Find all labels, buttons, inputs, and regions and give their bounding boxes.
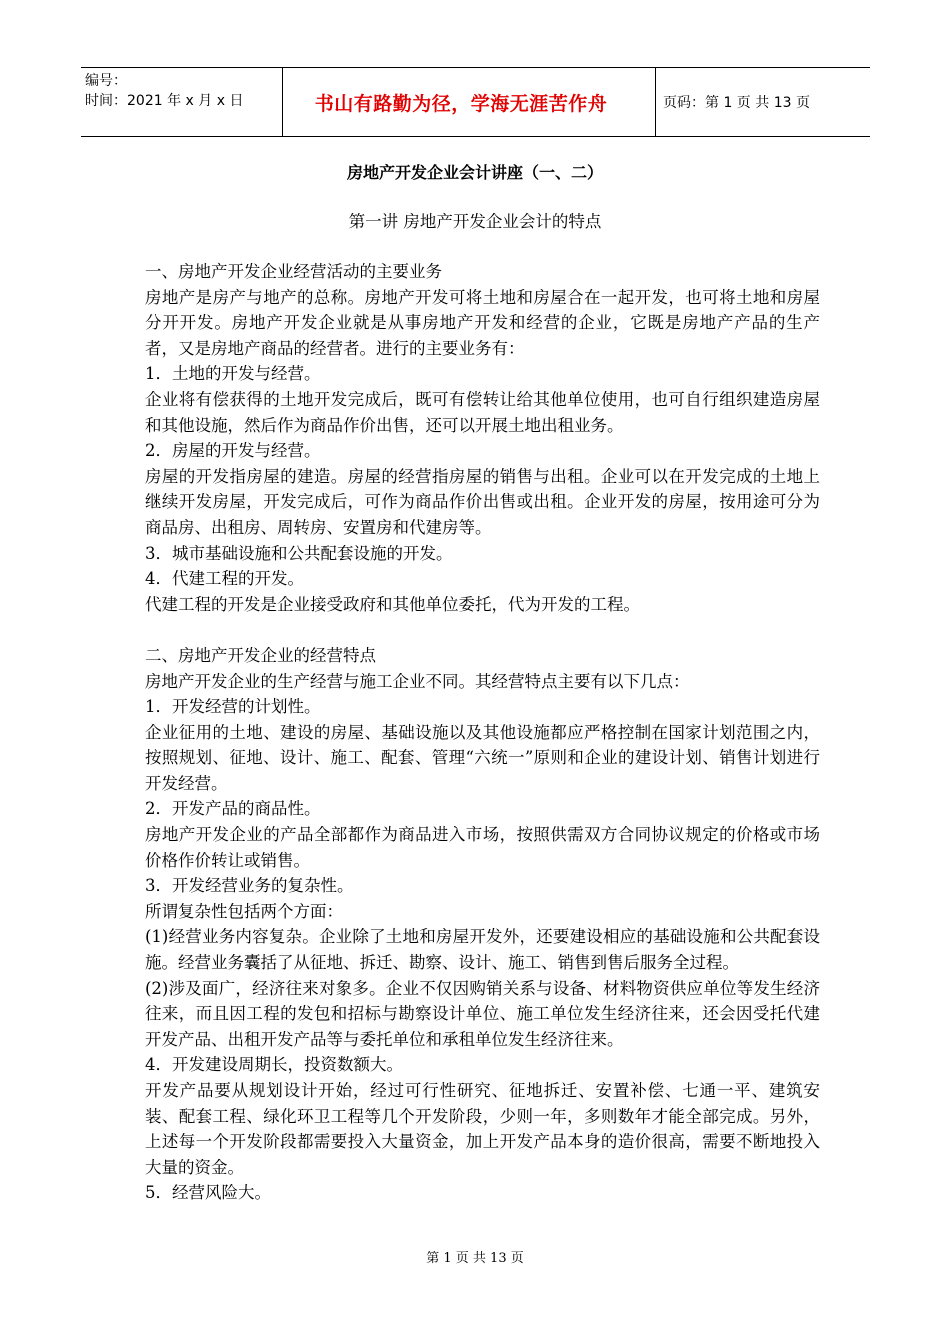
list-item-heading: 3．开发经营业务的复杂性。 [145,876,354,896]
list-item-heading: 3．城市基础设施和公共配套设施的开发。 [145,543,453,563]
list-item-heading: 2．房屋的开发与经营。 [145,441,321,461]
body-paragraph: (2)涉及面广，经济往来对象多。企业不仅因购销关系与设备、材料物资供应单位等发生经济往来，而且因工程的发包和招标与勘察设计单位、施工单位发生经济往来，还会因受托代建开发产品、出租开发产品等与委托单位和承租单位发生经济往来。 [145,978,820,1049]
document-title: 房地产开发企业会计讲座（一、二） [346,163,603,182]
body-paragraph: 房屋的开发指房屋的建造。房屋的经营指房屋的销售与出租。企业可以在开发完成的土地上继续开发房屋，开发完成后，可作为商品作价出售或出租。企业开发的房屋，按用途可分为商品房、出租房、周转房、安置房和代建房等。 [145,466,820,537]
body-paragraph: 企业征用的土地、建设的房屋、基础设施以及其他设施都应严格控制在国家计划范围之内，按照规划、征地、设计、施工、配套、管理“六统一”原则和企业的建设计划、销售计划进行开发经营。 [145,722,820,793]
header-page-info: 页码：第 1 页 共 13 页 [663,95,810,111]
header-info [81,68,282,136]
header-motto: 书山有路勤为径，学海无涯苦作舟 [314,92,608,115]
body-paragraph: 企业将有偿获得的土地开发完成后，既可有偿转让给其他单位使用，也可自行组织建造房屋和其他设施，然后作为商品作价出售，还可以开展土地出租业务。 [145,389,820,435]
document-body [145,259,820,1206]
list-item-heading: 2．开发产品的商品性。 [145,799,321,819]
list-item-heading: 5．经营风险大。 [145,1183,271,1203]
list-item-heading: 1．土地的开发与经营。 [145,364,321,384]
body-paragraph: 代建工程的开发是企业接受政府和其他单位委托，代为开发的工程。 [145,594,640,614]
lecture-title: 第一讲 房地产开发企业会计的特点 [348,212,602,231]
body-paragraph: 房地产开发企业的产品全部都作为商品进入市场，按照供需双方合同协议规定的价格或市场价格作价转让或销售。 [145,825,820,870]
list-item-heading: 4．开发建设周期长，投资数额大。 [145,1055,403,1075]
body-paragraph: 开发产品要从规划设计开始，经过可行性研究、征地拆迁、安置补偿、七通一平、建筑安装、配套工程、绿化环卫工程等几个开发阶段，少则一年，多则数年才能全部完成。另外，上述每一个开发阶段都需要投入大量资金，加上开发产品本身的造价很高，需要不断地投入大量的资金。 [145,1081,820,1177]
body-paragraph: (1)经营业务内容复杂。企业除了土地和房屋开发外，还要建设相应的基础设施和公共配套设施。经营业务囊括了从征地、拆迁、勘察、设计、施工、销售到售后服务全过程。 [145,927,820,973]
body-paragraph: 房地产开发企业的生产经营与施工企业不同。其经营特点主要有以下几点： [145,671,690,691]
list-item-heading: 1．开发经营的计划性。 [145,697,321,717]
page-header [81,67,870,137]
document-number-label: 编号： [85,73,127,89]
list-item-heading: 4．代建工程的开发。 [145,569,304,589]
page-footer: 第 1 页 共 13 页 [426,1251,524,1266]
header-motto-cell [282,68,656,136]
document-date-label: 时间：2021 年 x 月 x 日 [85,93,244,109]
body-paragraph: 房地产是房产与地产的总称。房地产开发可将土地和房屋合在一起开发，也可将土地和房屋分开开发。房地产开发企业就是从事房地产开发和经营的企业，它既是房地产产品的生产者，又是房地产商品的经营者。进行的主要业务有： [145,287,820,358]
section-heading: 一、房地产开发企业经营活动的主要业务 [145,262,442,281]
section-heading: 二、房地产开发企业的经营特点 [145,645,376,665]
body-paragraph: 所谓复杂性包括两个方面： [145,901,343,921]
header-page-info-cell [656,68,870,136]
